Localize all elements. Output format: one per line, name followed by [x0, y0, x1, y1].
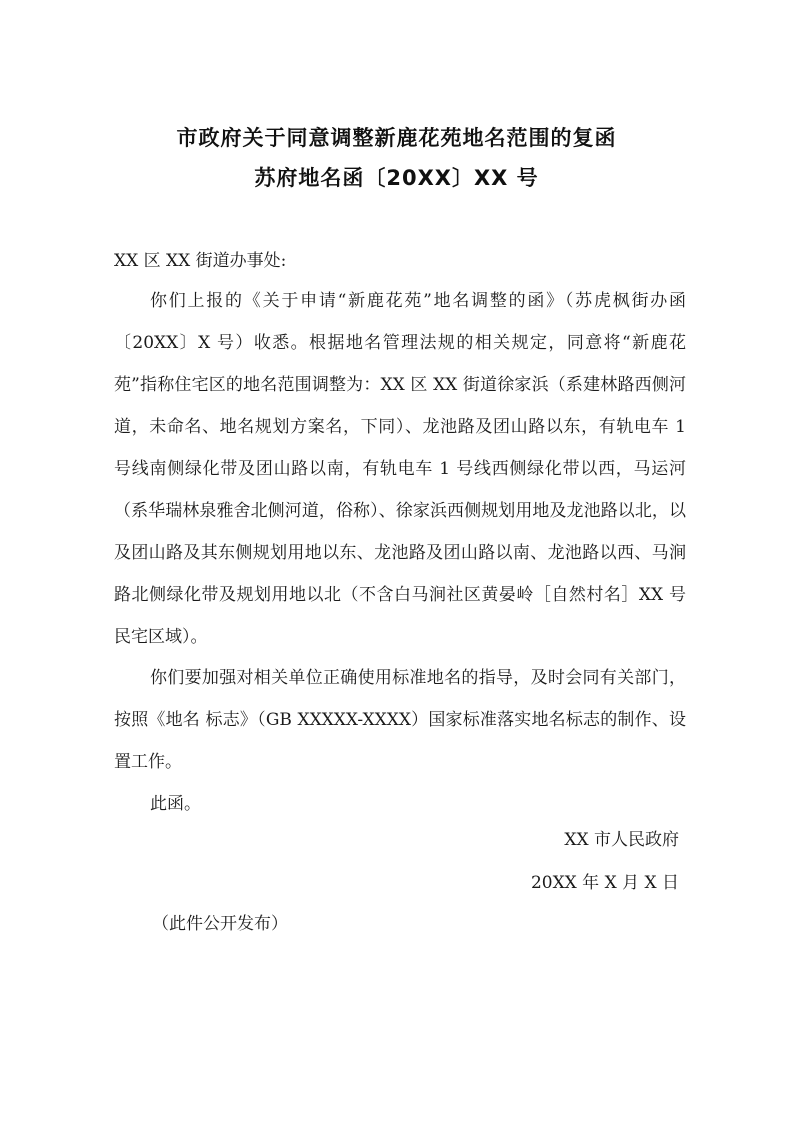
signature-organization: XX 市人民政府: [564, 830, 679, 850]
body-paragraph-1: 你们上报的《关于申请“新鹿花苑”地名调整的函》（苏虎枫街办函〔20XX〕X 号）收悉。根据地名管理法规的相关规定，同意将“新鹿花苑”指称住宅区的地名范围调整为：XX 区 XX 街道徐家浜（系建林路西侧河道，未命名、地名规划方案名，下同）、龙池路及团山路以东，有轨电车 1 号线南侧绿化带及团山路以南，有轨电车 1 号线西侧绿化带以西，马运河（系华瑞林泉雅舍北侧河道，俗称）、徐家浜西侧规划用地及龙池路以北，以及团山路及其东侧规划用地以东、龙池路及团山路以南、龙池路以西、马涧路北侧绿化带及规划用地以北（不含白马涧社区黄晏岭［自然村名］XX 号民宅区域）。: [114, 291, 686, 647]
document-number: 苏府地名函〔20XX〕XX 号: [254, 166, 539, 190]
publication-note: （此件公开发布）: [152, 914, 288, 934]
salutation: XX 区 XX 街道办事处:: [114, 251, 287, 271]
signature-date: 20XX 年 X 月 X 日: [530, 873, 679, 893]
body-paragraph-3: 此函。: [150, 794, 201, 814]
body-paragraph-2: 你们要加强对相关单位正确使用标准地名的指导，及时会同有关部门，按照《地名 标志》（GB XXXXX-XXXX）国家标准落实地名标志的制作、设置工作。: [114, 668, 686, 772]
document-title: 市政府关于同意调整新鹿花苑地名范围的复函: [176, 126, 617, 150]
